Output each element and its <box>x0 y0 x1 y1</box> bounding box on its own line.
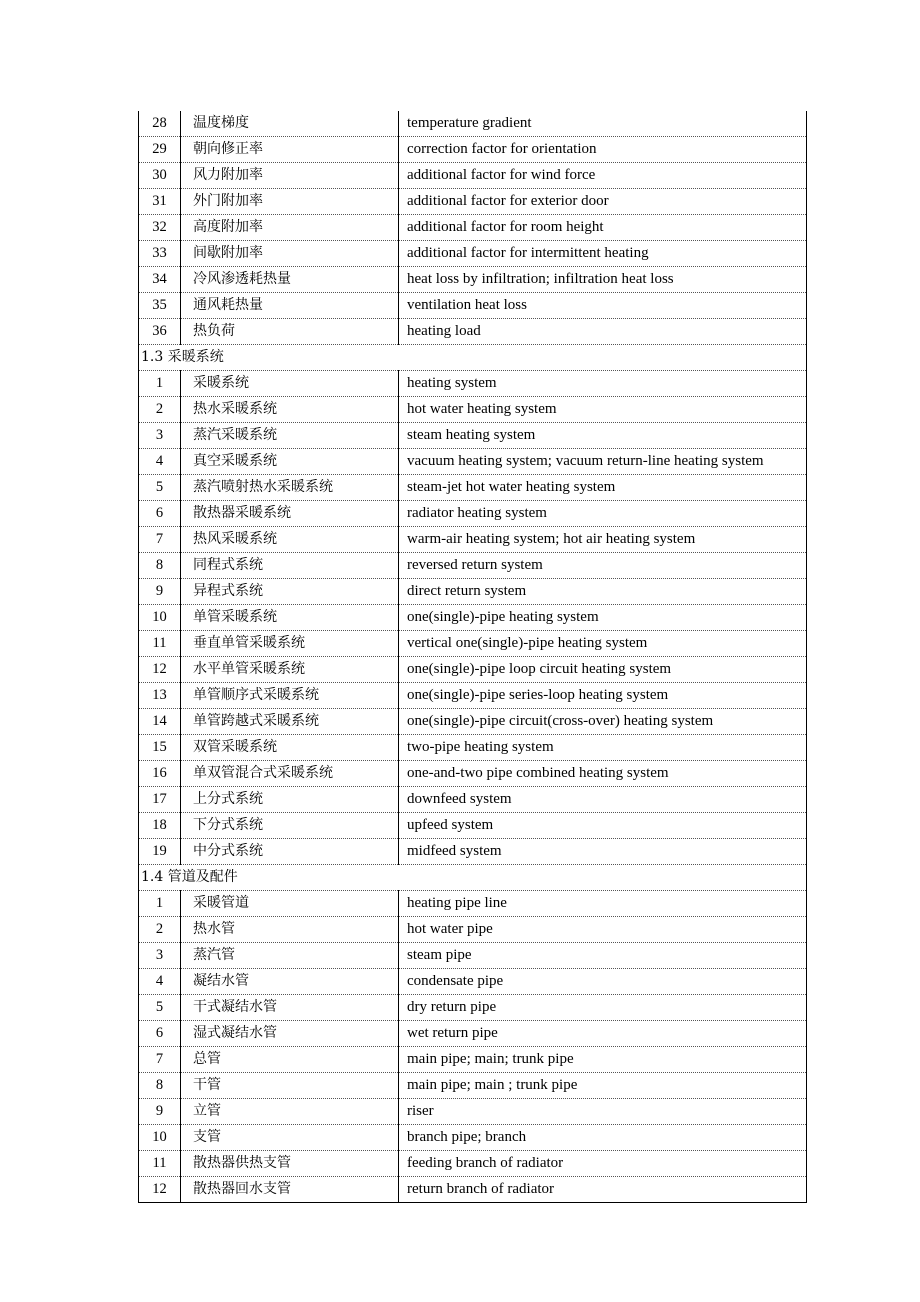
table-row <box>139 111 807 137</box>
term-english: wet return pipe <box>399 1021 807 1047</box>
term-number: 9 <box>139 579 181 605</box>
table-row <box>139 449 807 475</box>
term-number: 36 <box>139 319 181 345</box>
glossary-table <box>138 111 807 1203</box>
term-english: radiator heating system <box>399 501 807 527</box>
term-chinese: 异程式系统 <box>181 579 399 605</box>
term-english: steam-jet hot water heating system <box>399 475 807 501</box>
term-english: main pipe; main; trunk pipe <box>399 1047 807 1073</box>
term-number: 17 <box>139 787 181 813</box>
table-row <box>139 1177 807 1203</box>
term-number: 35 <box>139 293 181 319</box>
term-number: 11 <box>139 631 181 657</box>
section-header-row <box>139 865 807 891</box>
term-chinese: 凝结水管 <box>181 969 399 995</box>
term-number: 29 <box>139 137 181 163</box>
term-chinese: 通风耗热量 <box>181 293 399 319</box>
table-row <box>139 241 807 267</box>
term-number: 13 <box>139 683 181 709</box>
table-row <box>139 605 807 631</box>
term-english: vertical one(single)-pipe heating system <box>399 631 807 657</box>
table-row <box>139 917 807 943</box>
term-chinese: 温度梯度 <box>181 111 399 137</box>
table-row <box>139 579 807 605</box>
table-row <box>139 397 807 423</box>
term-english: temperature gradient <box>399 111 807 137</box>
section-title: 1.4 管道及配件 <box>139 865 807 891</box>
term-chinese: 双管采暖系统 <box>181 735 399 761</box>
term-number: 4 <box>139 449 181 475</box>
term-chinese: 支管 <box>181 1125 399 1151</box>
term-english: main pipe; main ; trunk pipe <box>399 1073 807 1099</box>
term-english: upfeed system <box>399 813 807 839</box>
table-row <box>139 1099 807 1125</box>
term-english: additional factor for room height <box>399 215 807 241</box>
term-number: 16 <box>139 761 181 787</box>
table-row <box>139 189 807 215</box>
term-chinese: 热水采暖系统 <box>181 397 399 423</box>
term-chinese: 立管 <box>181 1099 399 1125</box>
glossary-body <box>139 111 807 1203</box>
term-english: warm-air heating system; hot air heating system <box>399 527 807 553</box>
term-english: two-pipe heating system <box>399 735 807 761</box>
term-chinese: 单管采暖系统 <box>181 605 399 631</box>
table-row <box>139 839 807 865</box>
table-row <box>139 657 807 683</box>
table-row <box>139 215 807 241</box>
term-english: vacuum heating system; vacuum return-line heating system <box>399 449 807 475</box>
term-english: heating load <box>399 319 807 345</box>
table-row <box>139 267 807 293</box>
term-chinese: 热风采暖系统 <box>181 527 399 553</box>
term-english: reversed return system <box>399 553 807 579</box>
term-number: 28 <box>139 111 181 137</box>
term-english: heating system <box>399 371 807 397</box>
term-english: heat loss by infiltration; infiltration heat loss <box>399 267 807 293</box>
term-number: 5 <box>139 995 181 1021</box>
table-row <box>139 163 807 189</box>
term-english: one(single)-pipe loop circuit heating system <box>399 657 807 683</box>
term-number: 3 <box>139 943 181 969</box>
table-row <box>139 371 807 397</box>
term-english: additional factor for exterior door <box>399 189 807 215</box>
term-number: 10 <box>139 605 181 631</box>
term-english: heating pipe line <box>399 891 807 917</box>
term-chinese: 干管 <box>181 1073 399 1099</box>
term-english: additional factor for intermittent heating <box>399 241 807 267</box>
term-chinese: 热负荷 <box>181 319 399 345</box>
term-number: 3 <box>139 423 181 449</box>
table-row <box>139 501 807 527</box>
term-number: 7 <box>139 1047 181 1073</box>
term-english: condensate pipe <box>399 969 807 995</box>
term-chinese: 单双管混合式采暖系统 <box>181 761 399 787</box>
term-english: branch pipe; branch <box>399 1125 807 1151</box>
term-english: direct return system <box>399 579 807 605</box>
table-row <box>139 891 807 917</box>
table-row <box>139 943 807 969</box>
term-number: 10 <box>139 1125 181 1151</box>
table-row <box>139 813 807 839</box>
term-number: 1 <box>139 891 181 917</box>
term-chinese: 上分式系统 <box>181 787 399 813</box>
term-english: steam pipe <box>399 943 807 969</box>
term-chinese: 外门附加率 <box>181 189 399 215</box>
term-english: one-and-two pipe combined heating system <box>399 761 807 787</box>
term-number: 19 <box>139 839 181 865</box>
term-number: 12 <box>139 1177 181 1203</box>
term-chinese: 干式凝结水管 <box>181 995 399 1021</box>
term-number: 14 <box>139 709 181 735</box>
table-row <box>139 787 807 813</box>
term-english: midfeed system <box>399 839 807 865</box>
table-row <box>139 527 807 553</box>
term-number: 6 <box>139 1021 181 1047</box>
table-row <box>139 293 807 319</box>
section-title: 1.3 采暖系统 <box>139 345 807 371</box>
table-row <box>139 1125 807 1151</box>
term-number: 6 <box>139 501 181 527</box>
table-row <box>139 683 807 709</box>
term-english: hot water heating system <box>399 397 807 423</box>
term-chinese: 蒸汽喷射热水采暖系统 <box>181 475 399 501</box>
term-english: downfeed system <box>399 787 807 813</box>
table-row <box>139 1073 807 1099</box>
term-english: return branch of radiator <box>399 1177 807 1203</box>
term-number: 32 <box>139 215 181 241</box>
term-chinese: 蒸汽采暖系统 <box>181 423 399 449</box>
term-number: 12 <box>139 657 181 683</box>
term-chinese: 散热器供热支管 <box>181 1151 399 1177</box>
table-row <box>139 475 807 501</box>
term-english: one(single)-pipe series-loop heating system <box>399 683 807 709</box>
term-number: 33 <box>139 241 181 267</box>
term-number: 4 <box>139 969 181 995</box>
term-chinese: 风力附加率 <box>181 163 399 189</box>
term-number: 30 <box>139 163 181 189</box>
term-chinese: 热水管 <box>181 917 399 943</box>
section-header-row <box>139 345 807 371</box>
table-row <box>139 761 807 787</box>
table-row <box>139 709 807 735</box>
term-chinese: 朝向修正率 <box>181 137 399 163</box>
table-row <box>139 995 807 1021</box>
term-number: 18 <box>139 813 181 839</box>
term-chinese: 中分式系统 <box>181 839 399 865</box>
term-chinese: 同程式系统 <box>181 553 399 579</box>
term-chinese: 单管跨越式采暖系统 <box>181 709 399 735</box>
term-english: additional factor for wind force <box>399 163 807 189</box>
term-english: riser <box>399 1099 807 1125</box>
term-english: steam heating system <box>399 423 807 449</box>
term-chinese: 下分式系统 <box>181 813 399 839</box>
term-english: ventilation heat loss <box>399 293 807 319</box>
term-number: 2 <box>139 917 181 943</box>
table-row <box>139 735 807 761</box>
term-chinese: 单管顺序式采暖系统 <box>181 683 399 709</box>
term-chinese: 真空采暖系统 <box>181 449 399 475</box>
term-chinese: 间歇附加率 <box>181 241 399 267</box>
term-chinese: 垂直单管采暖系统 <box>181 631 399 657</box>
table-row <box>139 423 807 449</box>
term-chinese: 冷风渗透耗热量 <box>181 267 399 293</box>
table-row <box>139 631 807 657</box>
term-chinese: 蒸汽管 <box>181 943 399 969</box>
term-chinese: 采暖系统 <box>181 371 399 397</box>
term-english: feeding branch of radiator <box>399 1151 807 1177</box>
table-row <box>139 319 807 345</box>
term-number: 11 <box>139 1151 181 1177</box>
term-chinese: 高度附加率 <box>181 215 399 241</box>
term-number: 1 <box>139 371 181 397</box>
term-english: hot water pipe <box>399 917 807 943</box>
term-chinese: 水平单管采暖系统 <box>181 657 399 683</box>
table-row <box>139 1021 807 1047</box>
term-number: 7 <box>139 527 181 553</box>
term-english: one(single)-pipe heating system <box>399 605 807 631</box>
term-number: 8 <box>139 553 181 579</box>
term-chinese: 湿式凝结水管 <box>181 1021 399 1047</box>
term-chinese: 散热器采暖系统 <box>181 501 399 527</box>
term-number: 8 <box>139 1073 181 1099</box>
term-english: one(single)-pipe circuit(cross-over) heating system <box>399 709 807 735</box>
term-chinese: 总管 <box>181 1047 399 1073</box>
term-number: 34 <box>139 267 181 293</box>
table-row <box>139 137 807 163</box>
term-number: 31 <box>139 189 181 215</box>
term-number: 15 <box>139 735 181 761</box>
term-chinese: 散热器回水支管 <box>181 1177 399 1203</box>
term-english: correction factor for orientation <box>399 137 807 163</box>
table-row <box>139 1151 807 1177</box>
table-row <box>139 553 807 579</box>
term-english: dry return pipe <box>399 995 807 1021</box>
table-row <box>139 969 807 995</box>
term-chinese: 采暖管道 <box>181 891 399 917</box>
term-number: 5 <box>139 475 181 501</box>
table-row <box>139 1047 807 1073</box>
term-number: 9 <box>139 1099 181 1125</box>
term-number: 2 <box>139 397 181 423</box>
